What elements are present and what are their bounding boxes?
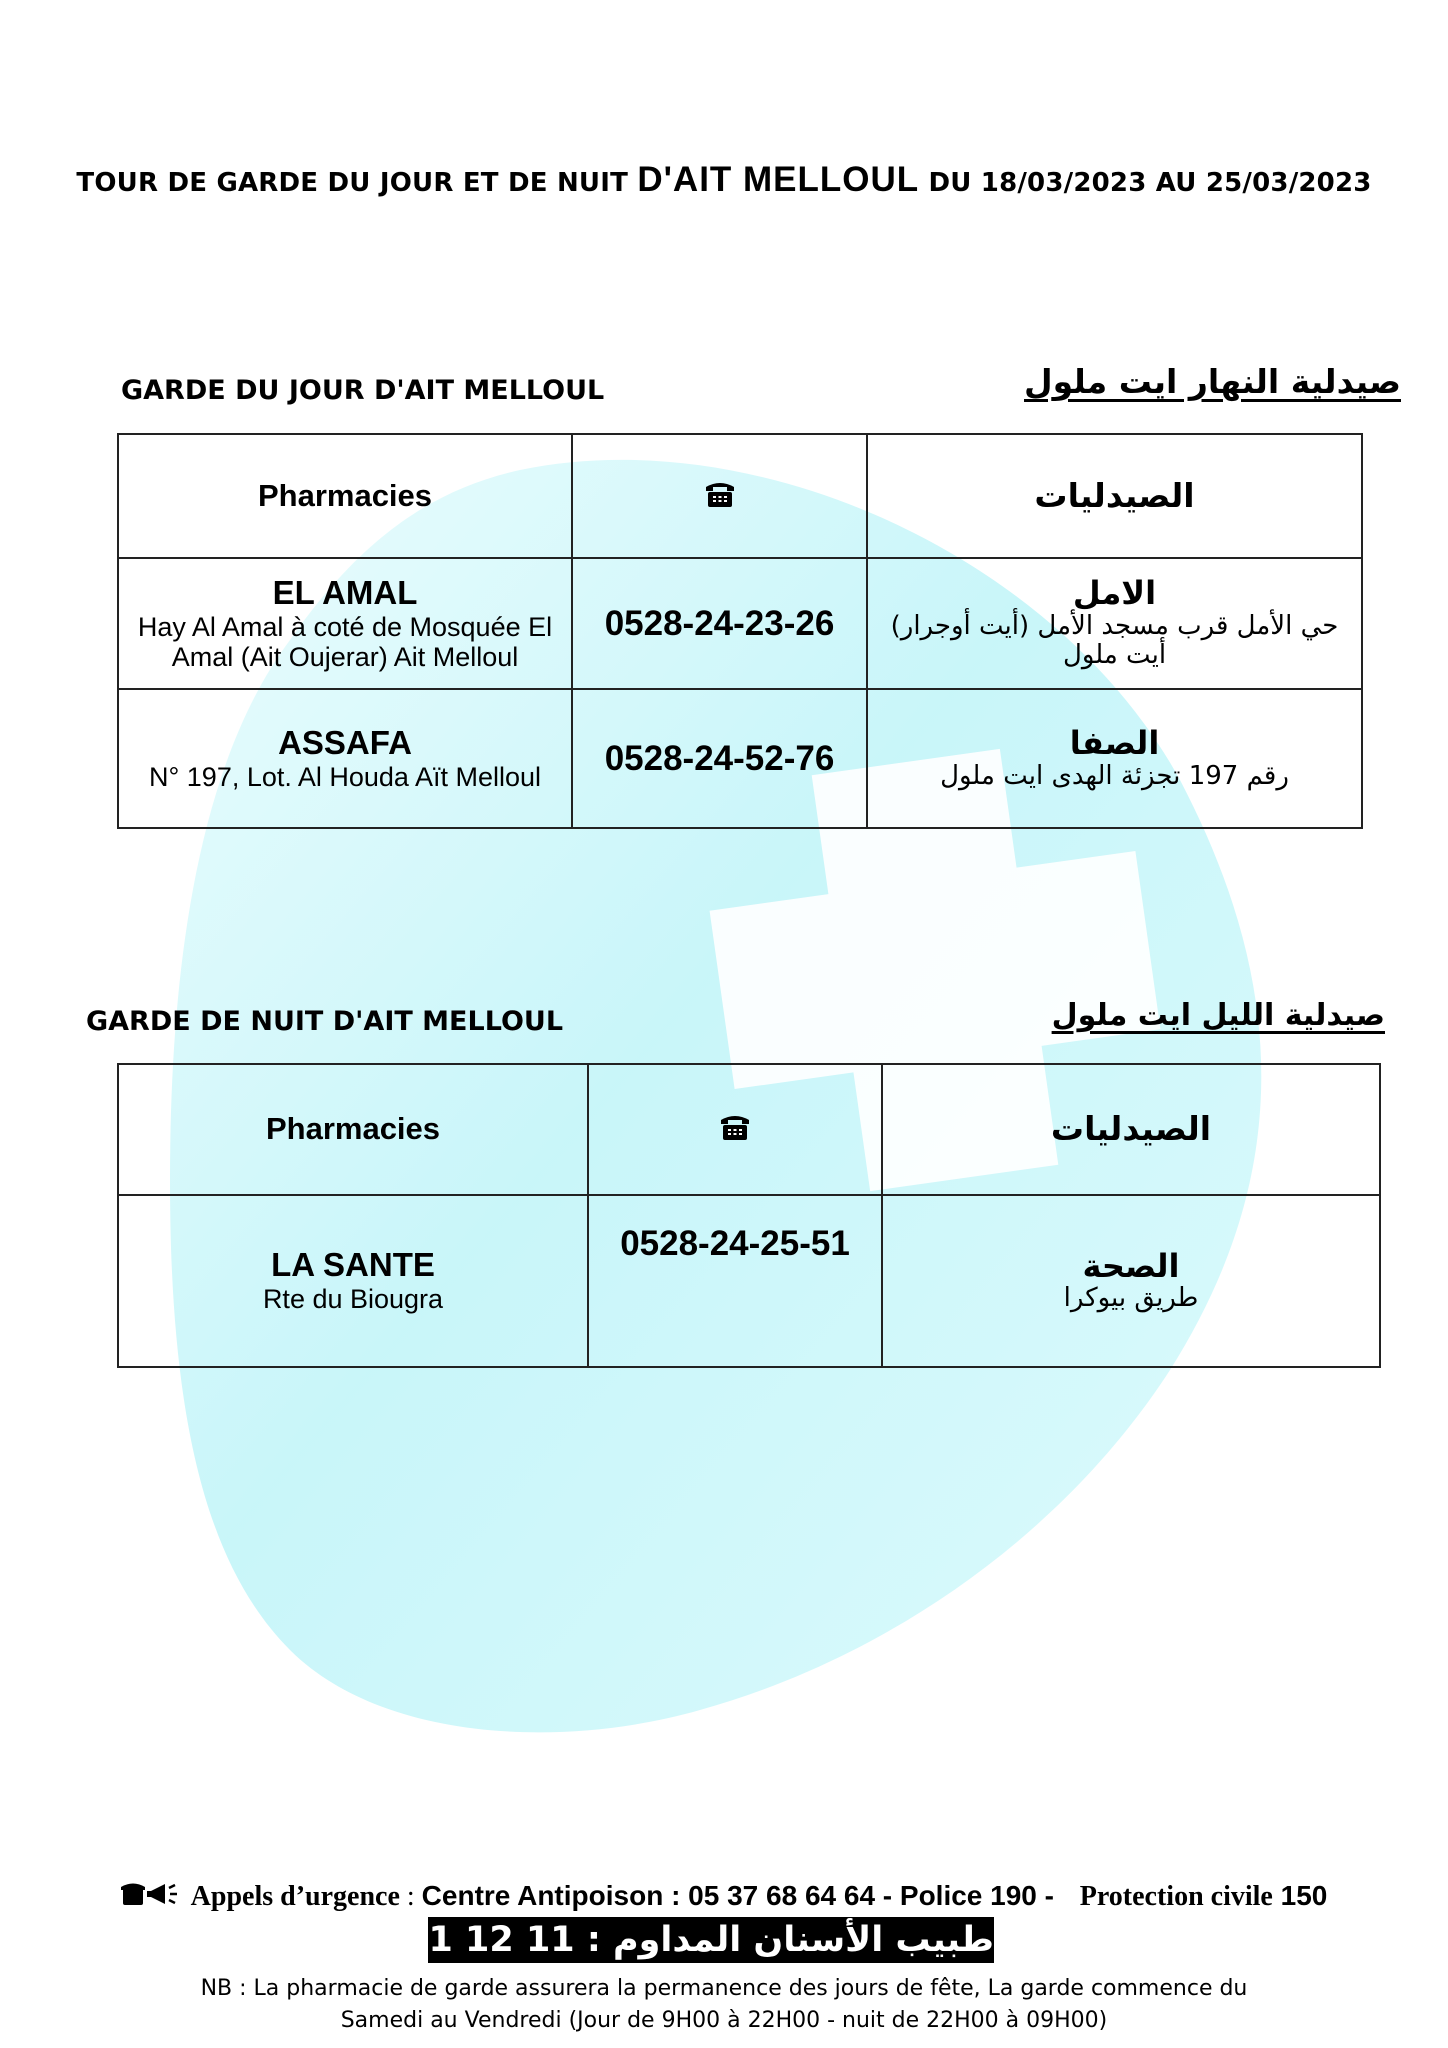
title-city: D'AIT MELLOUL [637, 160, 920, 199]
pharmacy-name-fr: LA SANTE [271, 1246, 435, 1284]
header-cell-fr [118, 1064, 588, 1195]
pharmacy-cell-fr [118, 1195, 588, 1367]
table-header-row [118, 434, 1362, 558]
header-cell-ar [882, 1064, 1380, 1195]
table-header-row [118, 1064, 1380, 1195]
night-pharmacies-table [117, 1063, 1381, 1368]
pharmacy-address-ar: رقم 197 تجزئة الهدى ايت ملول [940, 760, 1289, 791]
table-row [118, 1195, 1380, 1367]
pharmacy-phone: 0528-24-52-76 [604, 738, 835, 778]
telephone-icon [719, 1112, 751, 1142]
day-heading-fr: GARDE DU JOUR D'AIT MELLOUL [121, 375, 605, 406]
header-cell-ar [867, 434, 1362, 558]
header-cell-phone [588, 1064, 882, 1195]
telephone-icon [704, 479, 736, 509]
header-cell-fr [118, 434, 572, 558]
protection-civile-number: 150 [1280, 1880, 1328, 1911]
table-row [118, 558, 1362, 689]
pharmacy-name-fr: ASSAFA [278, 723, 412, 761]
pharmacy-name-fr: EL AMAL [272, 573, 418, 611]
col-label-fr: Pharmacies [265, 1111, 441, 1147]
pharmacy-phone-cell [572, 558, 867, 689]
col-label-fr: Pharmacies [257, 477, 433, 513]
col-label-ar: الصيدليات [1034, 475, 1195, 515]
nb-line-2: Samedi au Vendredi (Jour de 9H00 à 22H00 - nuit de 22H00 à 09H00) [340, 2008, 1108, 2033]
emergency-label: Appels d’urgence [190, 1881, 400, 1912]
night-heading-fr: GARDE DE NUIT D'AIT MELLOUL [86, 1006, 564, 1037]
protection-civile-label: Protection civile [1079, 1881, 1273, 1912]
pharmacy-phone-cell [588, 1195, 882, 1367]
pharmacy-cell-ar [867, 558, 1362, 689]
pharmacy-address-fr: N° 197, Lot. Al Houda Aït Melloul [148, 761, 542, 792]
page-title [0, 160, 1448, 200]
pharmacy-name-ar: الصفا [1069, 724, 1160, 763]
dentist-on-duty: طبيب الأسنان المداوم : 11 12 11 08 06 [428, 1917, 994, 1963]
pharmacy-phone: 0528-24-25-51 [620, 1224, 850, 1263]
nb-note [0, 1973, 1448, 2037]
pharmacy-name-ar: الصحة [1082, 1246, 1180, 1285]
pharmacy-cell-fr [118, 689, 572, 828]
pharmacy-phone-cell [572, 689, 867, 828]
col-label-ar: الصيدليات [1050, 1109, 1212, 1149]
table-row [118, 689, 1362, 828]
title-prefix: TOUR DE GARDE DU JOUR ET DE NUIT [76, 168, 629, 198]
pharmacy-phone: 0528-24-23-26 [604, 603, 835, 643]
pharmacy-address-fr: Rte du Biougra [262, 1284, 444, 1315]
night-heading-ar: صيدلية الليل ايت ملول [1051, 998, 1385, 1033]
day-heading-ar: صيدلية النهار ايت ملول [1024, 362, 1401, 401]
pharmacy-name-ar: الامل [1072, 574, 1157, 613]
pharmacy-cell-ar [882, 1195, 1380, 1367]
pharmacy-address-ar: طريق بيوكرا [1063, 1283, 1199, 1314]
emergency-numbers: Centre Antipoison : 05 37 68 64 64 - Police 190 - [421, 1880, 1054, 1911]
pharmacy-cell-fr [118, 558, 572, 689]
emergency-separator: : [399, 1881, 422, 1912]
phone-megaphone-icon [121, 1881, 181, 1907]
header-cell-phone [572, 434, 867, 558]
pharmacy-cell-ar [867, 689, 1362, 828]
nb-line-1: NB : La pharmacie de garde assurera la permanence des jours de fête, La garde commence du [200, 1976, 1248, 2001]
day-pharmacies-table [117, 433, 1363, 829]
emergency-calls [0, 1880, 1448, 1913]
pharmacy-address-fr: Hay Al Amal à coté de Mosquée El Amal (Ait Oujerar) Ait Melloul [137, 611, 553, 672]
title-dates: DU 18/03/2023 AU 25/03/2023 [928, 168, 1372, 198]
pharmacy-address-ar: حي الأمل قرب مسجد الأمل (أيت أوجرار) أيت ملول [890, 611, 1339, 671]
